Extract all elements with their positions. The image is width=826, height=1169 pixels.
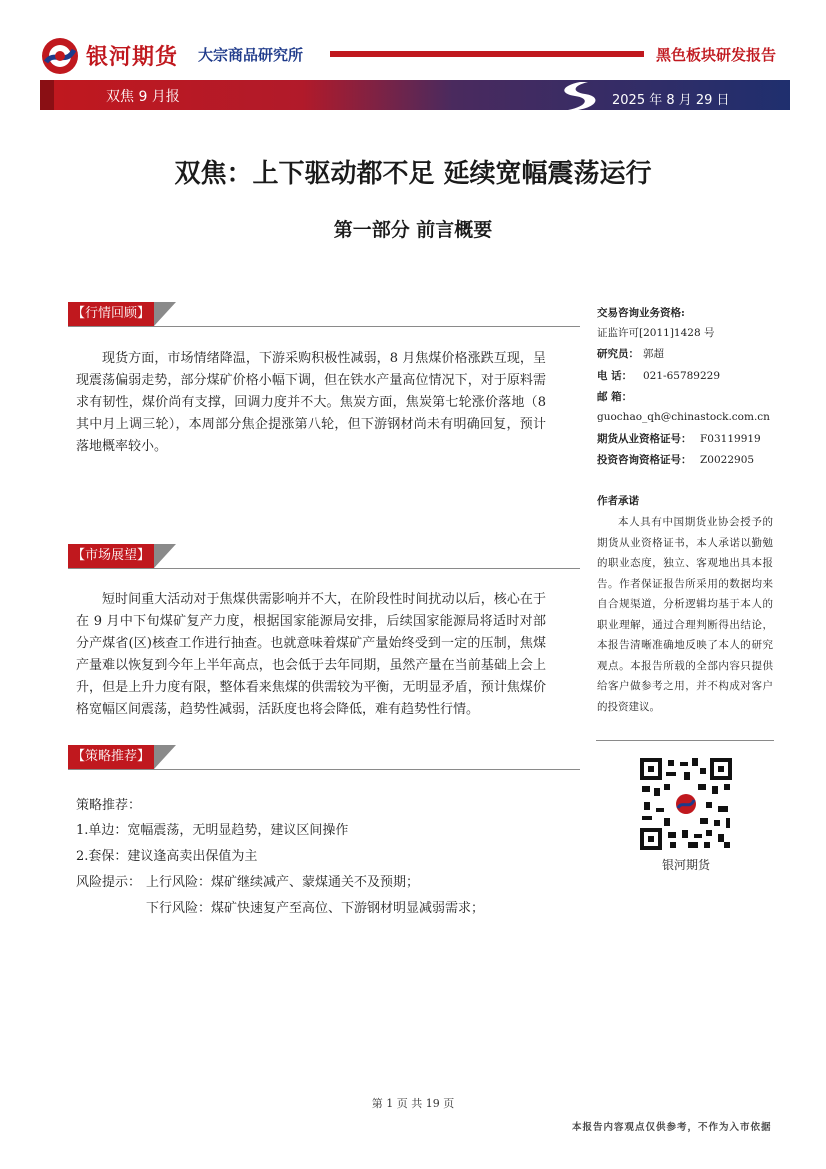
- analyst-label: 研究员：: [597, 348, 639, 360]
- futures-cert-label: 期货从业资格证号：: [597, 433, 692, 445]
- risk-label: 风险提示：: [76, 875, 142, 890]
- risk-upside: 上行风险：煤矿继续减产、蒙煤通关不及预期；: [146, 875, 420, 890]
- section-divider: [68, 568, 580, 569]
- risk-downside: 下行风险：煤矿快速复产至高位、下游钢材明显减弱需求；: [146, 901, 485, 916]
- futures-cert-value: F03119919: [700, 433, 761, 445]
- disclaimer: 本报告内容观点仅供参考，不作为入市依据: [572, 1122, 772, 1133]
- outlook-paragraph: 短时间重大活动对于焦煤供需影响并不大，在阶段性时间扰动以后，核心在于在 9 月中下旬煤矿复产力度，根据国家能源局安排，后续国家能源局将适时对部分产煤省(区)核查工作进行抽查。也就意味着煤矿产量始终受到一定的压制，焦煤产量难以恢复到今年上半年高点，也会低于去年同期，虽然产量在当前基础上会上升，但是上升力度有限，整体看来焦煤的供需较为平衡，无明显矛盾，预计焦煤价格宽幅区间震荡，趋势性减弱，活跃度也将会降低，难有趋势性行情。: [76, 592, 546, 717]
- report-title: 双焦：上下驱动都不足 延续宽幅震荡运行: [174, 159, 652, 189]
- report-type: 双焦 9 月报: [106, 89, 180, 105]
- phone-value: 021-65789229: [643, 370, 721, 382]
- pledge-title: 作者承诺: [597, 495, 639, 507]
- phone-label: 电 话：: [597, 370, 633, 382]
- tag-arrow-icon: [154, 544, 176, 568]
- email-label: 邮 箱：: [597, 391, 633, 403]
- qualification-value: 证监许可[2011]1428 号: [597, 327, 715, 339]
- company-name: 银河期货: [86, 45, 179, 70]
- institute-name: 大宗商品研究所: [198, 46, 304, 64]
- strategy-tag-label: 【策略推荐】: [68, 745, 154, 769]
- strategy-item-single: 1.单边：宽幅震荡，无明显趋势，建议区间操作: [76, 823, 349, 838]
- galaxy-logo-icon: [40, 36, 80, 76]
- review-tag-label: 【行情回顾】: [68, 302, 154, 326]
- section-divider: [68, 769, 580, 770]
- email-value[interactable]: guochao_qh@chinastock.com.cn: [597, 411, 770, 423]
- strategy-heading: 策略推荐：: [76, 798, 142, 813]
- tag-arrow-icon: [154, 302, 176, 326]
- strategy-item-hedge: 2.套保：建议逢高卖出保值为主: [76, 849, 258, 864]
- qr-code-icon: [640, 758, 732, 850]
- pledge-text: 本人具有中国期货业协会授予的期货从业资格证书，本人承诺以勤勉的职业态度，独立、客观地出具本报告。作者保证报告所采用的数据均来自合规渠道，分析逻辑均基于本人的职业理解，通过合理判断得出结论，本报告清晰准确地反映了本人的研究观点。本报告所载的全部内容只提供给客户做参考之用，并不构成对客户的投资建议。: [597, 516, 773, 713]
- page-number: 第 1 页 共 19 页: [371, 1097, 455, 1110]
- review-paragraph: 现货方面，市场情绪降温，下游采购积极性减弱，8 月焦煤价格涨跌互现，呈现震荡偏弱走势，部分煤矿价格小幅下调，但在铁水产量高位情况下，对于原料需求有韧性，煤价尚有支撑，回调力度并不大。焦炭方面，焦炭第七轮涨价落地（8 其中月上调三轮），本周部分焦企提涨第八轮，但下游钢材尚未有明确回复，预计落地概率较小。: [76, 351, 546, 454]
- qualification-label: 交易咨询业务资格:: [597, 307, 685, 319]
- section-part-title: 第一部分 前言概要: [333, 219, 493, 241]
- header-divider: [330, 51, 644, 57]
- outlook-tag-label: 【市场展望】: [68, 544, 154, 568]
- report-date: 2025 年 8 月 29 日: [612, 93, 730, 108]
- analyst-name: 郭超: [643, 348, 664, 360]
- report-series: 黑色板块研发报告: [656, 46, 777, 64]
- advisory-cert-value: Z0022905: [700, 454, 755, 466]
- tag-arrow-icon: [154, 745, 176, 769]
- sidebar-divider: [596, 740, 774, 741]
- qr-caption: 银河期货: [661, 858, 710, 872]
- advisory-cert-label: 投资咨询资格证号：: [597, 454, 692, 466]
- section-divider: [68, 326, 580, 327]
